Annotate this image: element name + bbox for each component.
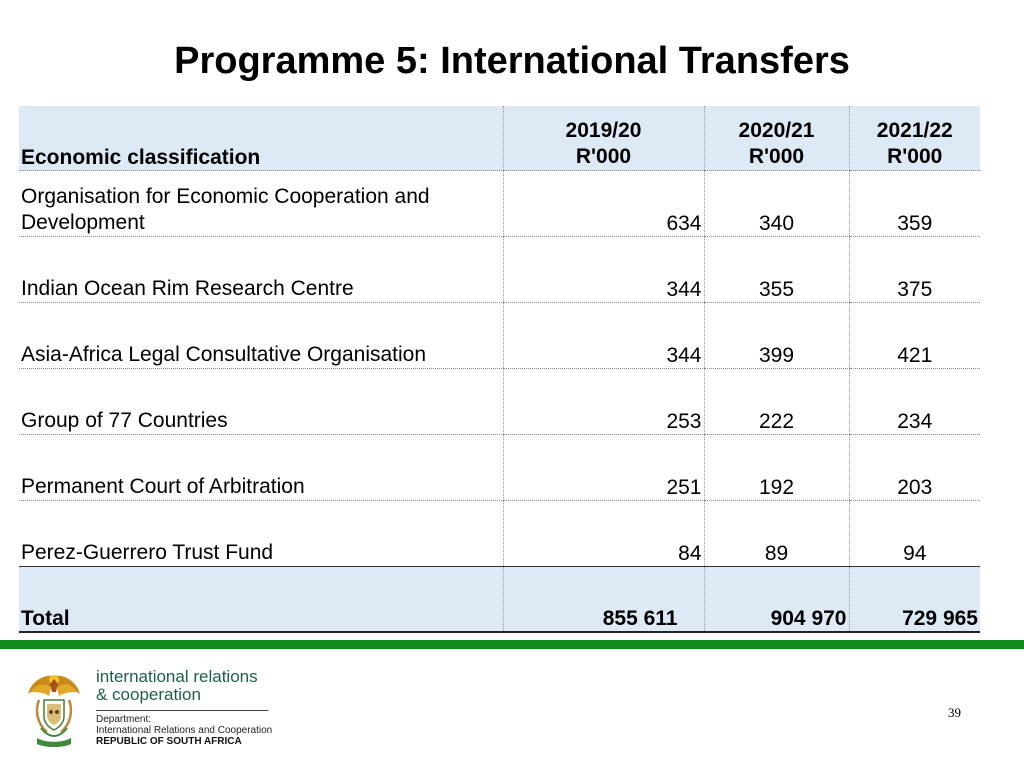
row-label: Organisation for Economic Cooperation and Development bbox=[19, 171, 503, 237]
value-2021-22: 234 bbox=[849, 369, 980, 435]
transfers-table bbox=[19, 106, 980, 633]
country-name: REPUBLIC OF SOUTH AFRICA bbox=[96, 736, 242, 747]
table-row bbox=[19, 303, 980, 369]
table-row bbox=[19, 171, 980, 237]
value-2021-22: 359 bbox=[849, 171, 980, 237]
total-2021-22: 729 965 bbox=[849, 567, 980, 633]
table-row bbox=[19, 237, 980, 303]
row-label: Asia-Africa Legal Consultative Organisation bbox=[19, 303, 503, 369]
column-header-classification: Economic classification bbox=[19, 106, 503, 171]
value-2019-20: 84 bbox=[503, 501, 704, 567]
slide-title: Programme 5: International Transfers bbox=[174, 40, 850, 82]
table-row bbox=[19, 501, 980, 567]
value-2020-21: 340 bbox=[704, 171, 849, 237]
brand-divider bbox=[96, 710, 268, 711]
table-row bbox=[19, 369, 980, 435]
row-label: Indian Ocean Rim Research Centre bbox=[19, 237, 503, 303]
table-row bbox=[19, 435, 980, 501]
value-2020-21: 355 bbox=[704, 237, 849, 303]
table-header-row bbox=[19, 106, 980, 171]
value-2019-20: 344 bbox=[503, 303, 704, 369]
green-divider-bar bbox=[0, 640, 1024, 649]
value-2019-20: 253 bbox=[503, 369, 704, 435]
total-label: Total bbox=[19, 567, 503, 633]
brand-line-1: international relations bbox=[96, 667, 258, 686]
department-label: Department: bbox=[96, 714, 152, 725]
value-2020-21: 89 bbox=[704, 501, 849, 567]
column-header-2020-21: 2020/21 R'000 bbox=[704, 106, 849, 171]
brand-line-2: & cooperation bbox=[96, 685, 201, 704]
value-2020-21: 399 bbox=[704, 303, 849, 369]
value-2021-22: 375 bbox=[849, 237, 980, 303]
total-2019-20: 855 611 bbox=[503, 567, 704, 633]
value-2020-21: 192 bbox=[704, 435, 849, 501]
table-total-row bbox=[19, 567, 980, 633]
total-2020-21: 904 970 bbox=[704, 567, 849, 633]
value-2021-22: 94 bbox=[849, 501, 980, 567]
value-2020-21: 222 bbox=[704, 369, 849, 435]
value-2019-20: 344 bbox=[503, 237, 704, 303]
value-2019-20: 634 bbox=[503, 171, 704, 237]
row-label: Perez-Guerrero Trust Fund bbox=[19, 501, 503, 567]
value-2021-22: 421 bbox=[849, 303, 980, 369]
column-header-2019-20: 2019/20 R'000 bbox=[503, 106, 704, 171]
department-branding bbox=[96, 668, 272, 748]
row-label: Group of 77 Countries bbox=[19, 369, 503, 435]
value-2019-20: 251 bbox=[503, 435, 704, 501]
department-name: International Relations and Cooperation bbox=[96, 725, 273, 736]
column-header-2021-22: 2021/22 R'000 bbox=[849, 106, 980, 171]
south-africa-coat-of-arms-icon bbox=[25, 670, 83, 748]
value-2021-22: 203 bbox=[849, 435, 980, 501]
row-label: Permanent Court of Arbitration bbox=[19, 435, 503, 501]
page-number: 39 bbox=[948, 705, 961, 720]
